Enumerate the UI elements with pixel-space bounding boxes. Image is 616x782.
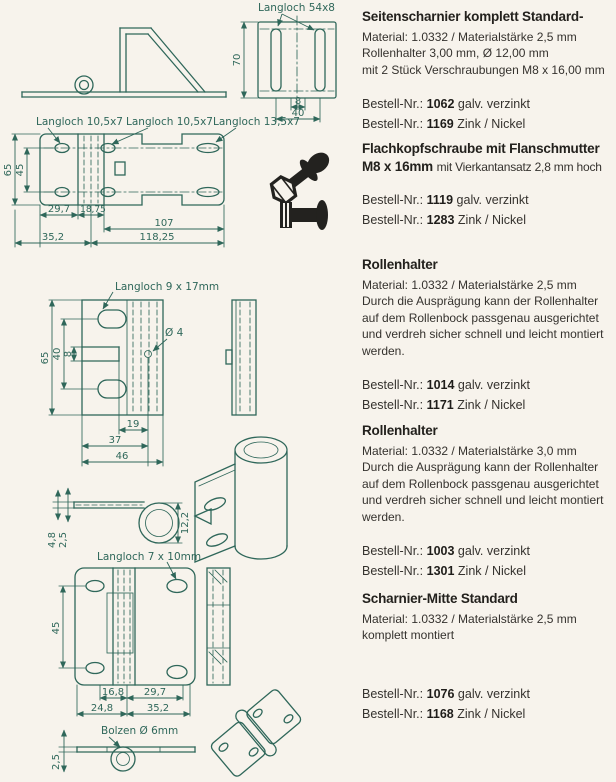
order-finish: galv. verzinkt <box>457 686 530 701</box>
slot-size-label: Langloch 9 x 17mm <box>115 281 220 293</box>
product-title <box>362 8 614 26</box>
order-line <box>362 210 614 230</box>
order-finish: Zink / Nickel <box>457 706 526 721</box>
product-title-text: Flachkopfschraube mit Flanschmutter M8 x 16mm <box>362 141 600 174</box>
order-number: 1014 <box>426 378 455 393</box>
order-finish: Zink / Nickel <box>457 564 526 579</box>
order-number: 1119 <box>426 193 454 208</box>
dim-inner-height: 45 <box>15 163 26 177</box>
dim-c: 107 <box>154 218 174 229</box>
description-line: Material: 1.0332 / Materialstärke 2,5 mm <box>362 277 577 292</box>
order-number: 1168 <box>426 706 454 721</box>
product-title <box>362 422 614 440</box>
dim-height: 65 <box>40 351 51 365</box>
dim-d: 35,2 <box>41 232 65 243</box>
order-label: Bestell-Nr.: <box>362 564 424 579</box>
profile-dimensions <box>51 730 77 772</box>
product-title-text: Scharnier-Mitte Standard <box>362 591 518 606</box>
product-title-text: Rollenhalter <box>362 423 438 438</box>
dim-c: 24,8 <box>90 703 114 714</box>
dim-e: 118,25 <box>139 232 175 243</box>
leader-line <box>48 128 60 143</box>
dim-notch: 8 <box>63 350 74 358</box>
slot-size-label: Langloch 10,5x7 <box>36 116 123 128</box>
scharnier-outline <box>75 568 195 685</box>
product-title <box>362 256 614 274</box>
product-title <box>362 590 614 608</box>
product-title-text: Rollenhalter <box>362 257 438 272</box>
order-number: 1076 <box>426 686 455 701</box>
order-finish: galv. verzinkt <box>457 97 530 112</box>
description-line: Material: 1.0332 / Materialstärke 2,5 mm <box>362 611 577 626</box>
product-title <box>362 140 614 175</box>
rollenhalter-outline <box>82 300 163 415</box>
description-line: Durch die Ausprägung kann der Rollenhalter auf dem Rollenbock passgenau ausgerichtet und verdreh sicher schnell und leicht montiert werden. <box>362 460 604 524</box>
order-finish: galv. verzinkt <box>457 544 530 559</box>
order-finish: galv. verzinkt <box>456 193 529 208</box>
dim-b: 29,7 <box>143 687 167 698</box>
dim-a: 29,7 <box>47 204 71 215</box>
order-line <box>362 114 614 134</box>
order-line <box>362 190 614 210</box>
dim-a: 16,8 <box>101 687 125 698</box>
order-number: 1171 <box>426 398 454 413</box>
slot-size-label: Langloch 10,5x7 <box>126 116 213 128</box>
description-line: Material: 1.0332 / Materialstärke 3,0 mm <box>362 443 577 458</box>
hinge-front-outline <box>258 16 336 104</box>
hinge-front-dimensions <box>232 22 320 122</box>
product-block-rollenhalter-30 <box>362 422 614 581</box>
dim-height: 45 <box>51 621 62 635</box>
order-number: 1283 <box>426 213 455 228</box>
order-label: Bestell-Nr.: <box>362 544 424 559</box>
plate-outline <box>40 134 224 205</box>
screw-illustrations <box>256 140 356 240</box>
order-line <box>362 684 614 704</box>
dim-thickness: 2,5 <box>51 754 62 770</box>
leader-line <box>167 562 176 579</box>
order-label: Bestell-Nr.: <box>362 686 424 701</box>
product-title-text: Seitenscharnier komplett Standard- <box>362 9 584 24</box>
dim-d: 35,2 <box>146 703 170 714</box>
order-line <box>362 94 614 114</box>
product-block-scharnier-mitte <box>362 590 614 724</box>
product-description <box>362 443 614 526</box>
product-description <box>362 277 614 360</box>
profile-dimensions <box>47 488 191 548</box>
rollenhalter-side-drawing <box>220 288 272 428</box>
leader-line <box>278 14 282 26</box>
dim-height: 65 <box>3 163 14 177</box>
flat-head-screw-side <box>280 200 328 230</box>
order-line <box>362 704 614 724</box>
product-description <box>362 611 614 644</box>
product-block-seitenscharnier <box>362 8 614 134</box>
description-line: mit 2 Stück Verschraubungen M8 x 16,00 mm <box>362 62 605 77</box>
order-numbers <box>362 684 614 724</box>
order-number: 1062 <box>426 97 455 112</box>
order-label: Bestell-Nr.: <box>362 378 424 393</box>
dim-b: 37 <box>108 435 122 446</box>
order-line <box>362 541 614 561</box>
order-line <box>362 375 614 395</box>
dim-height: 70 <box>232 53 243 67</box>
scharnier-3d-drawing <box>200 683 312 782</box>
order-number: 1301 <box>426 564 455 579</box>
order-label: Bestell-Nr.: <box>362 398 424 413</box>
bracket-outline <box>22 28 226 97</box>
description-line: komplett montiert <box>362 628 455 643</box>
description-line: Material: 1.0332 / Materialstärke 2,5 mm <box>362 29 577 44</box>
product-subtitle: mit Vierkantansatz 2,8 mm hoch <box>436 159 602 174</box>
dim-a: 4,8 <box>47 532 58 548</box>
rolled-part-3d <box>195 437 287 562</box>
dim-b: 18,75 <box>80 205 106 215</box>
product-block-flachkopfschraube <box>362 140 614 230</box>
flange-nut-screw-3d <box>266 145 336 207</box>
dim-b: 2,5 <box>58 532 69 548</box>
description-line: Rollenhalter 3,00 mm, Ø 12,00 mm <box>362 46 549 61</box>
scharnier-profile-drawing <box>15 722 220 782</box>
scharnier-dimensions <box>51 586 190 716</box>
order-line <box>362 561 614 581</box>
hole-diameter-label: Ø 4 <box>165 327 184 339</box>
dim-slot-span: 40 <box>52 347 63 361</box>
order-line <box>362 395 614 415</box>
order-finish: Zink / Nickel <box>457 117 526 132</box>
description-line: Durch die Ausprägung kann der Rollenhalter auf dem Rollenbock passgenau ausgerichtet und verdreh sicher schnell und leicht montiert werden. <box>362 294 604 358</box>
slot-size-label: Langloch 13,5x7 <box>213 116 300 128</box>
dim-c: 46 <box>115 451 129 462</box>
order-numbers <box>362 190 614 230</box>
slot-size-label: Langloch 54x8 <box>258 2 335 14</box>
side-view-outline <box>226 300 256 415</box>
order-number: 1003 <box>426 544 455 559</box>
order-label: Bestell-Nr.: <box>362 193 424 208</box>
product-block-rollenhalter-25 <box>362 256 614 415</box>
bracket-side-drawing <box>8 4 233 106</box>
dim-width: 40 <box>291 108 305 119</box>
hinge-3d <box>204 683 307 782</box>
order-label: Bestell-Nr.: <box>362 97 424 112</box>
leader-line <box>153 339 167 351</box>
leader-line <box>216 128 236 142</box>
order-finish: Zink / Nickel <box>457 398 526 413</box>
leader-line <box>109 737 120 747</box>
dim-d: 12,2 <box>180 511 191 535</box>
dim-a: 19 <box>126 419 140 430</box>
order-label: Bestell-Nr.: <box>362 117 424 132</box>
profile-outline <box>74 502 179 543</box>
order-label: Bestell-Nr.: <box>362 213 424 228</box>
rollenhalter-dimensions <box>40 300 163 466</box>
order-number: 1169 <box>426 117 454 132</box>
order-label: Bestell-Nr.: <box>362 706 424 721</box>
order-numbers <box>362 375 614 415</box>
order-finish: galv. verzinkt <box>457 378 530 393</box>
order-numbers <box>362 541 614 581</box>
scharnier-side-view <box>207 568 230 685</box>
order-finish: Zink / Nickel <box>457 213 526 228</box>
profile-outline <box>77 747 195 771</box>
side-hinge-front-drawing <box>228 0 354 128</box>
product-description <box>362 29 614 79</box>
order-numbers <box>362 94 614 134</box>
slot-size-label: Langloch 7 x 10mm <box>97 551 202 563</box>
dim-slot-gap: 8 <box>294 96 302 107</box>
bolt-label: Bolzen Ø 6mm <box>101 725 179 737</box>
